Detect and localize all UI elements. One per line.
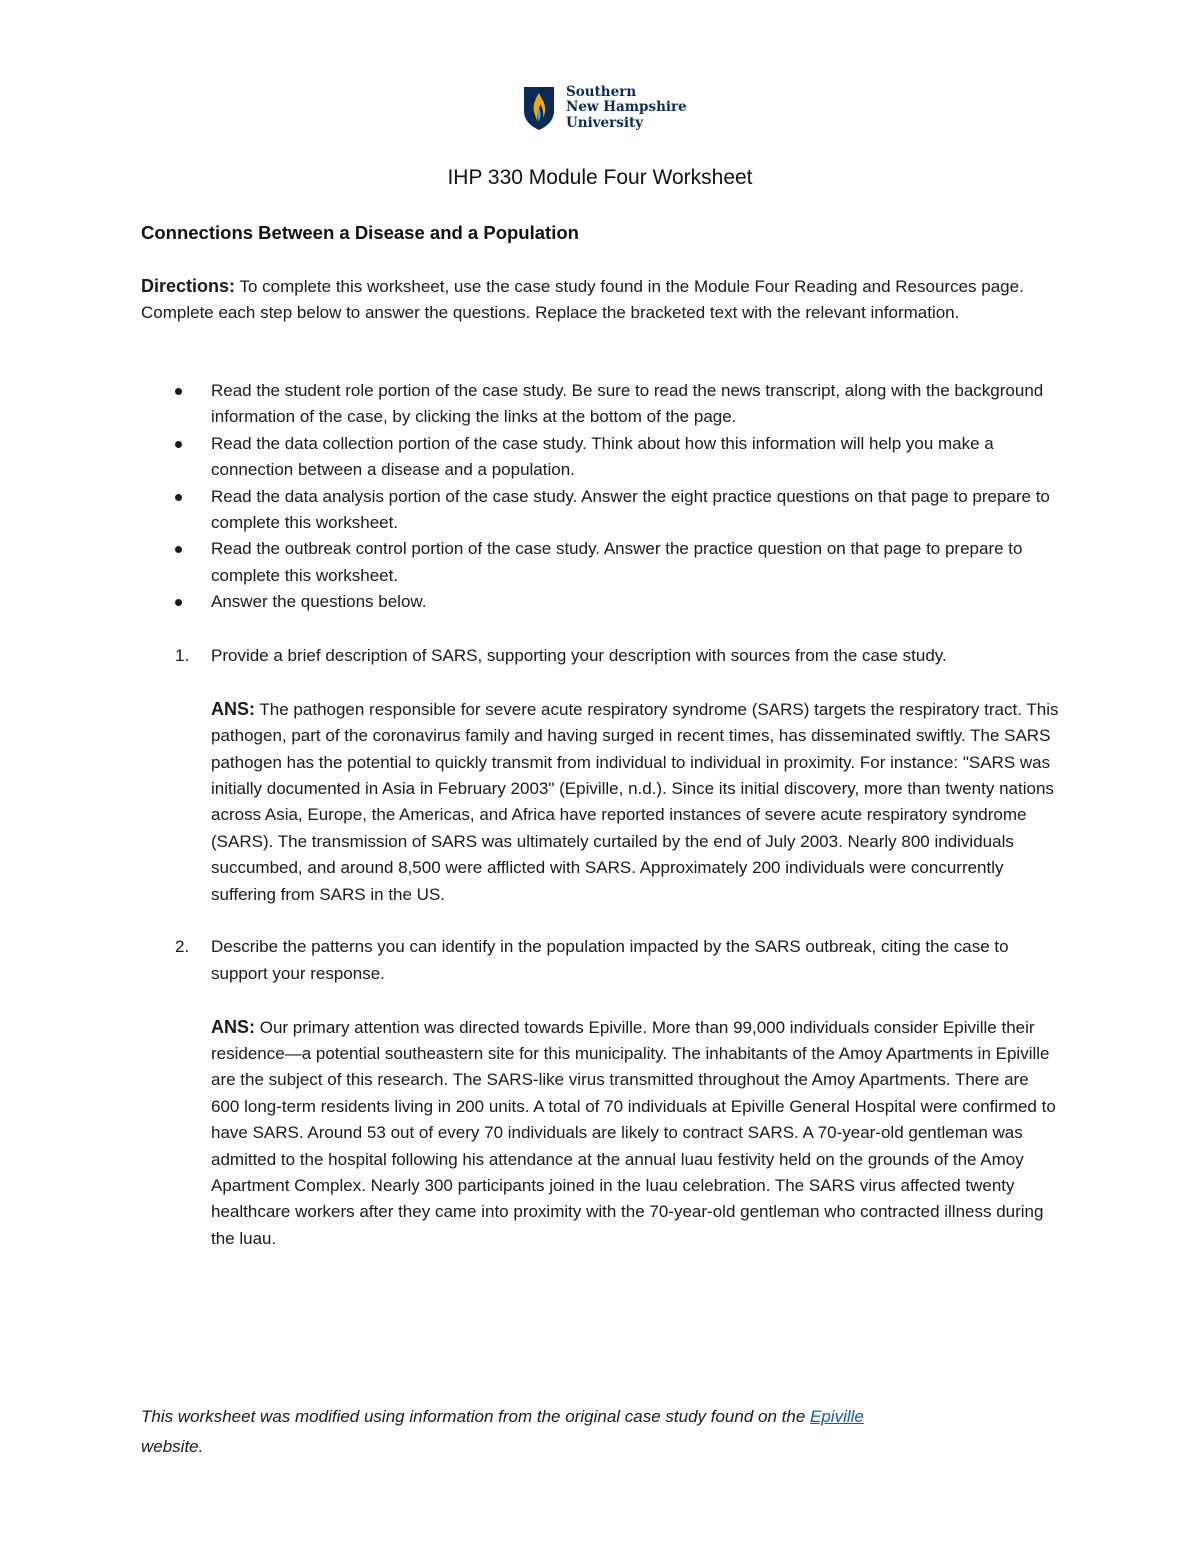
logo-line-3: University — [566, 114, 644, 131]
answer-label: ANS: — [211, 698, 255, 719]
directions-paragraph — [141, 273, 1041, 327]
answer-label: ANS: — [211, 1016, 255, 1037]
answer-text: The pathogen responsible for severe acute respiratory syndrome (SARS) targets the respiratory tract. This pathogen, part of the coronavirus family and having surged in recent times, has disseminated swiftly. The SARS pathogen has the potential to quickly transmit from individual to individual in proximity. For instance: "SARS was initially documented in Asia in February 2003" (Epiville, n.d.). Since its initial discovery, more than twenty nations across Asia, Europe, the Americas, and Africa have reported instances of severe acute respiratory syndrome (SARS). The transmission of SARS was ultimately curtailed by the end of July 2003. Nearly 800 individuals succumbed, and around 8,500 were afflicted with SARS. Approximately 200 individuals were concurrently suffering from SARS in the US. — [211, 699, 1059, 904]
question-text: Provide a brief description of SARS, supporting your description with sources from the case study. — [211, 646, 947, 665]
logo-line-1: Southern — [566, 83, 637, 100]
list-item — [141, 536, 1061, 589]
question-item — [141, 934, 1061, 1252]
list-item — [141, 431, 1061, 484]
shield-flame-icon — [522, 85, 556, 131]
answer-block — [211, 696, 1061, 908]
logo-wordmark — [566, 85, 687, 132]
section-heading: Connections Between a Disease and a Population — [141, 222, 579, 243]
answer-text: Our primary attention was directed towards Epiville. More than 99,000 individuals consider Epiville their residence—a potential southeastern site for this municipality. The inhabitants of the Amoy Apartments in Epiville are the subject of this research. The SARS-like virus transmitted throughout the Amoy Apartments. There are 600 long-term residents living in 200 units. A total of 70 individuals at Epiville General Hospital were confirmed to have SARS. Around 53 out of every 70 individuals are likely to contract SARS. A 70-year-old gentleman was admitted to the hospital following his attendance at the annual luau festivity held on the grounds of the Amoy Apartment Complex. Nearly 300 participants joined in the luau celebration. The SARS virus affected twenty healthcare workers after they came into proximity with the 70-year-old gentleman who contracted illness during the luau. — [211, 1017, 1056, 1248]
question-number: 1. — [175, 646, 190, 665]
directions-text: To complete this worksheet, use the case study found in the Module Four Reading and Resources page. Complete each step below to answer the questions. Replace the bracketed text with the relevant information. — [141, 277, 1024, 323]
logo-line-2: New Hampshire — [566, 99, 687, 116]
list-item — [141, 378, 1061, 431]
instruction-list — [141, 378, 1061, 616]
page-title: IHP 330 Module Four Worksheet — [447, 166, 753, 189]
footer-text-before: This worksheet was modified using information from the original case study found on the — [141, 1407, 811, 1426]
bullet-icon — [175, 599, 182, 606]
question-number: 2. — [175, 937, 190, 957]
footer-note — [141, 1402, 1041, 1462]
footer-text-after: website. — [141, 1437, 204, 1456]
list-item — [141, 589, 1061, 615]
epiville-link[interactable]: Epiville — [810, 1407, 864, 1426]
list-item-text: Read the outbreak control portion of the case study. Answer the practice question on that page to prepare to complete this worksheet. — [211, 539, 1023, 585]
bullet-icon — [175, 546, 182, 553]
bullet-icon — [175, 494, 182, 501]
answer-block — [211, 1014, 1061, 1253]
question-list — [141, 643, 1061, 1252]
list-item-text: Answer the questions below. — [211, 592, 427, 612]
list-item — [141, 484, 1061, 537]
list-item-text: Read the data collection portion of the case study. Think about how this information will help you make a connection between a disease and a population. — [211, 433, 994, 480]
list-item-text: Read the data analysis portion of the case study. Answer the eight practice questions on that page to prepare to complete this worksheet. — [211, 486, 1050, 533]
bullet-icon — [175, 441, 182, 448]
question-item — [141, 643, 1061, 908]
bullet-icon — [175, 388, 182, 395]
question-text: Describe the patterns you can identify in the population impacted by the SARS outbreak, citing the case to support your response. — [211, 937, 1009, 983]
university-logo — [522, 84, 687, 132]
directions-label: Directions: — [141, 276, 236, 296]
list-item-text: Read the student role portion of the case study. Be sure to read the news transcript, along with the background information of the case, by clicking the links at the bottom of the page. — [211, 381, 1044, 427]
